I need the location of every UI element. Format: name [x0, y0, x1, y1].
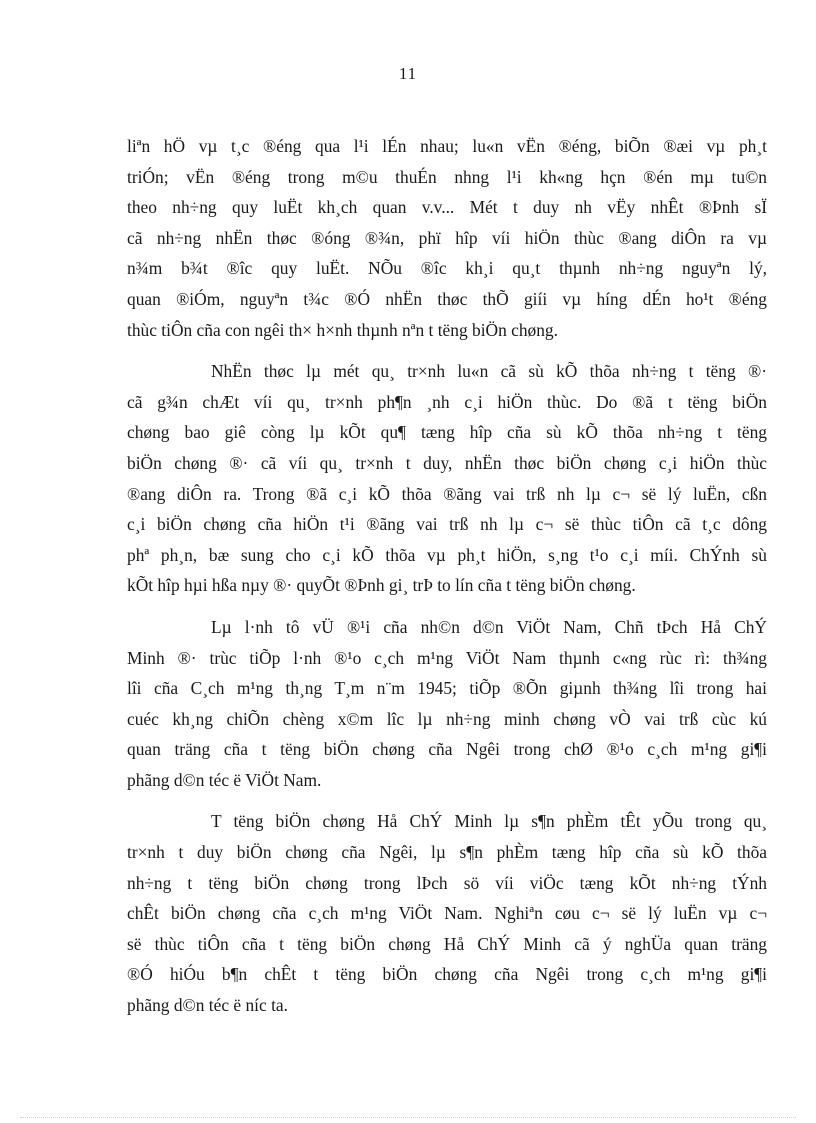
text-line: biÖn chøng ®· cã víi qu¸ tr×nh t duy, nhËn thøc biÖn chøng c¸i hiÖn thùc — [127, 452, 767, 473]
text-line: kÕt hîp hµi hßa nµy ®· quyÕt ®Þnh gi¸ trÞ to lín cña t tëng biÖn chøng. — [127, 575, 636, 596]
text-line: NhËn thøc lµ mét qu¸ tr×nh lu«n cã sù kÕ thõa nh÷ng t tëng ®· — [211, 361, 767, 382]
page-bottom-divider — [20, 1117, 796, 1118]
paragraph-1 — [127, 131, 767, 345]
text-line: theo nh÷ng quy luËt kh¸ch quan v.v... Mét t duy nh vËy nhÊt ®Þnh sÏ — [127, 197, 767, 218]
text-line: tr×nh t duy biÖn chøng cña Ngêi, lµ s¶n phÈm tæng hîp cña sù kÕ thõa — [127, 842, 767, 863]
text-line: liªn hÖ vµ t¸c ®éng qua l¹i lÉn nhau; lu«n vËn ®éng, biÕn ®æi vµ ph¸t — [127, 136, 767, 156]
text-line: cã nh÷ng nhËn thøc ®óng ®¾n, phï hîp víi hiÖn thùc ®ang diÔn ra vµ — [127, 227, 767, 248]
body-text — [127, 131, 767, 1032]
paragraph-3 — [127, 612, 767, 796]
text-line: quan träng cña t tëng biÖn chøng cña Ngêi trong chØ ®¹o c¸ch m¹ng gi¶i — [127, 739, 767, 760]
text-line: Lµ l·nh tô vÜ ®¹i cña nh©n d©n ViÖt Nam, Chñ tÞch Hå ChÝ — [211, 616, 767, 637]
paragraph-2 — [127, 356, 767, 601]
text-line: ®Ó hiÓu b¶n chÊt t tëng biÖn chøng cña Ngêi trong c¸ch m¹ng gi¶i — [127, 964, 767, 985]
text-line: n¾m b¾t ®îc quy luËt. NÕu ®îc kh¸i qu¸t thµnh nh÷ng nguyªn lý, — [127, 258, 767, 279]
text-line: nh÷ng t tëng biÖn chøng trong lÞch sö víi viÖc tæng kÕt nh÷ng tÝnh — [127, 872, 767, 893]
text-line: phãng d©n téc ë ViÖt Nam. — [127, 769, 322, 790]
text-line: së thùc tiÔn cña t tëng biÖn chøng Hå ChÝ Minh cã ý nghÜa quan träng — [127, 933, 767, 954]
text-line: cã g¾n chÆt víi qu¸ tr×nh ph¶n ¸nh c¸i hiÖn thùc. Do ®ã t tëng biÖn — [127, 391, 767, 412]
page-number: 11 — [398, 64, 418, 83]
text-line: c¸i biÖn chøng cña hiÖn t¹i ®ãng vai trß nh lµ c¬ së thùc tiÔn cã t¸c dông — [127, 514, 767, 535]
text-line: chøng bao giê còng lµ kÕt qu¶ tæng hîp cña sù kÕ thõa nh÷ng t tëng — [127, 422, 767, 443]
text-line: lîi cña C¸ch m¹ng th¸ng T¸m n¨m 1945; tiÕp ®Õn giµnh th¾ng lîi trong hai — [127, 678, 767, 699]
text-line: quan ®iÓm, nguyªn t¾c ®Ó nhËn thøc thÕ giíi vµ híng dÉn ho¹t ®éng — [127, 288, 767, 309]
text-line: ®ang diÔn ra. Trong ®ã c¸i kÕ thõa ®ãng vai trß nh lµ c¬ së lý luËn, cßn — [127, 483, 767, 504]
paragraph-4 — [127, 806, 767, 1020]
text-line: phãng d©n téc ë níc ta. — [127, 995, 288, 1016]
text-line: triÓn; vËn ®éng trong m©u thuÉn nhng l¹i kh«ng hçn ®én mµ tu©n — [127, 166, 767, 187]
text-line: thùc tiÔn cña con ngêi th× h×nh thµnh nªn t tëng biÖn chøng. — [127, 319, 558, 340]
text-line: T tëng biÖn chøng Hå ChÝ Minh lµ s¶n phÈm tÊt yÕu trong qu¸ — [211, 811, 767, 832]
text-line: phª ph¸n, bæ sung cho c¸i kÕ thõa vµ ph¸t hiÖn, s¸ng t¹o c¸i míi. ChÝnh sù — [127, 544, 767, 565]
text-line: chÊt biÖn chøng cña c¸ch m¹ng ViÖt Nam. Nghiªn cøu c¬ së lý luËn vµ c¬ — [127, 903, 767, 924]
text-line: cuéc kh¸ng chiÕn chèng x©m lîc lµ nh÷ng minh chøng vÒ vai trß cùc kú — [127, 708, 767, 729]
text-line: Minh ®· trùc tiÕp l·nh ®¹o c¸ch m¹ng ViÖt Nam thµnh c«ng rùc rì: th¾ng — [127, 647, 767, 668]
